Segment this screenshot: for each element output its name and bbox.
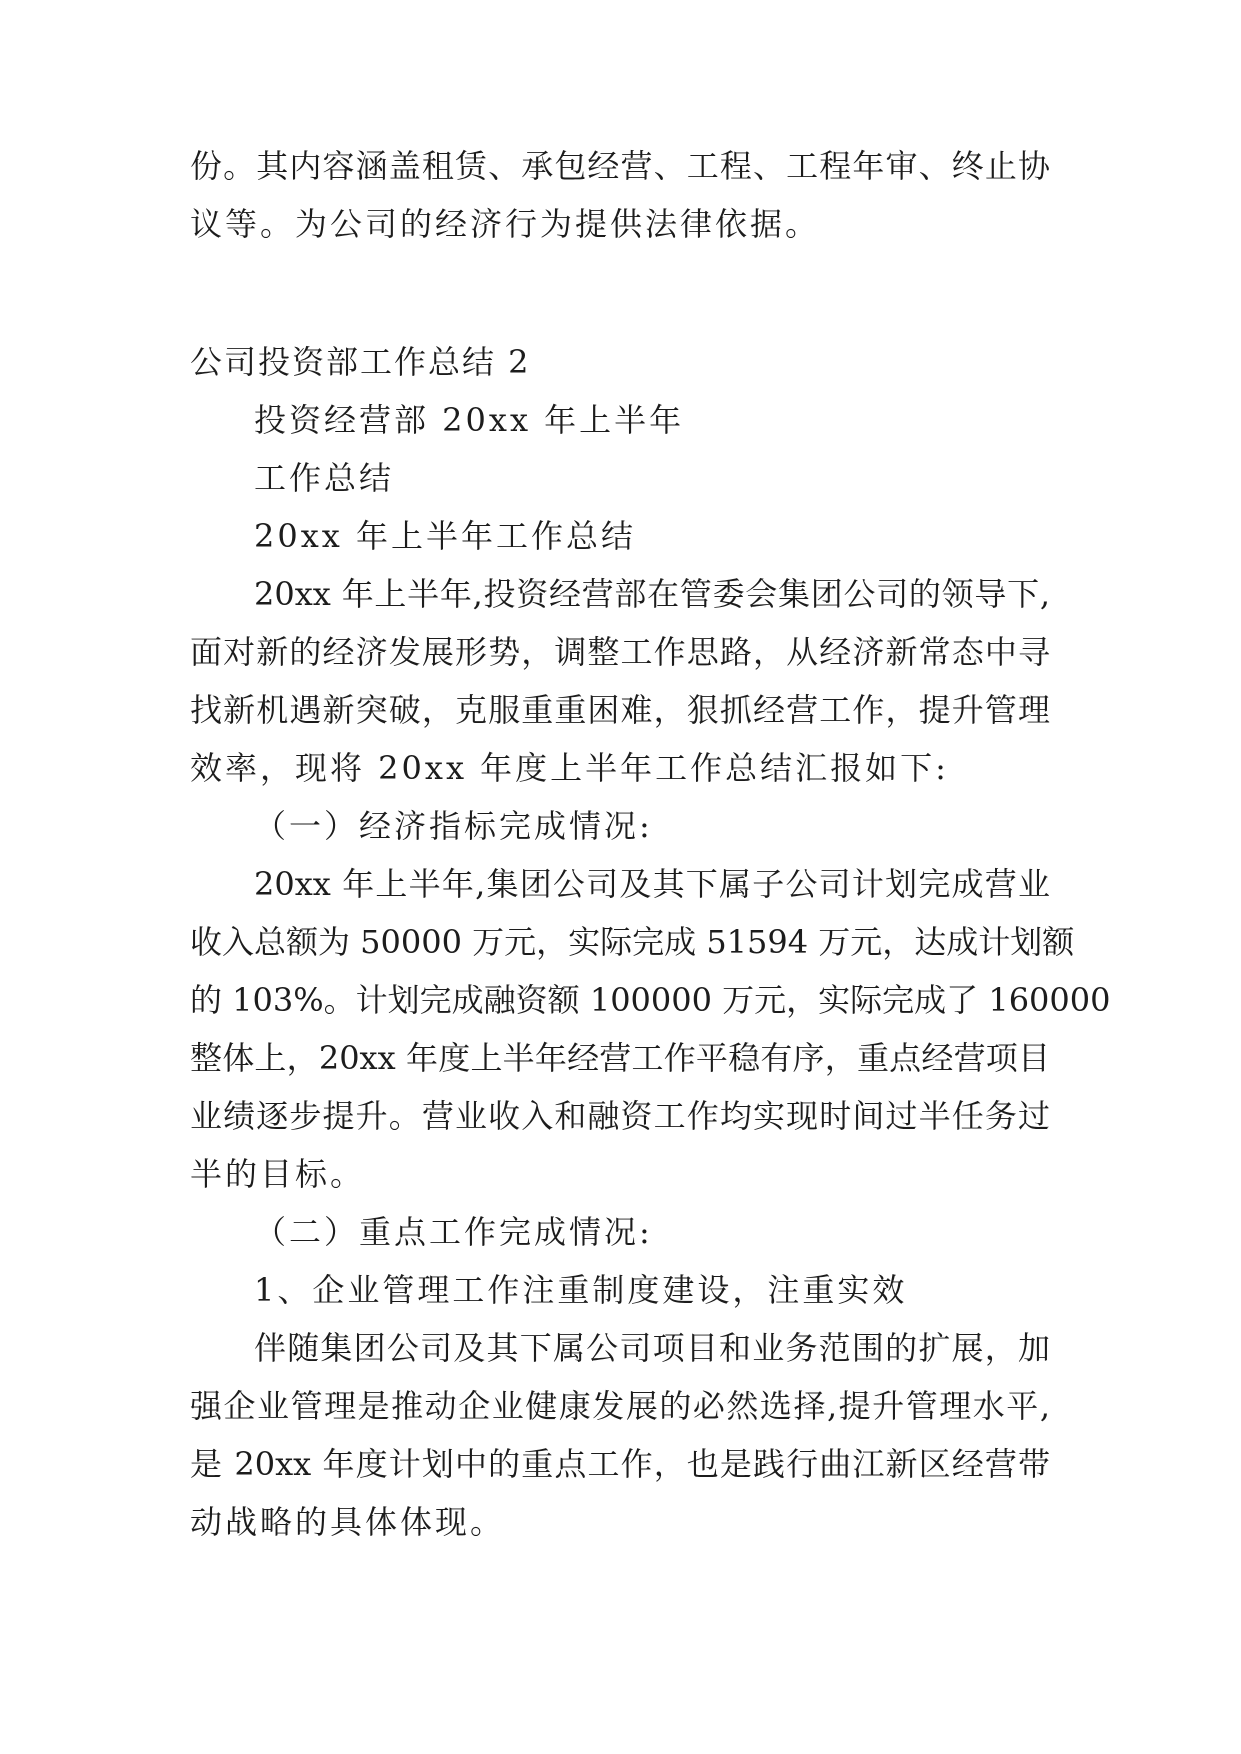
- text-line: 份。其内容涵盖租赁、承包经营、工程、工程年审、终止协: [190, 147, 1050, 185]
- report-heading: 20xx 年上半年工作总结: [254, 517, 636, 555]
- report-subtitle: 工作总结: [254, 459, 395, 497]
- subsection-heading: （一）经济指标完成情况:: [254, 807, 653, 845]
- text-line: 整体上，20xx 年度上半年经营工作平稳有序，重点经营项目: [190, 1039, 1050, 1077]
- item-heading: 1、企业管理工作注重制度建设，注重实效: [254, 1271, 908, 1309]
- text-line: 半的目标。: [190, 1155, 366, 1193]
- text-line: 议等。为公司的经济行为提供法律依据。: [190, 205, 821, 243]
- report-title: 投资经营部 20xx 年上半年: [254, 401, 685, 439]
- subsection-heading: （二）重点工作完成情况:: [254, 1213, 653, 1251]
- text-line: 面对新的经济发展形势，调整工作思路，从经济新常态中寻: [190, 633, 1050, 671]
- text-line: 是 20xx 年度计划中的重点工作，也是践行曲江新区经营带: [190, 1445, 1050, 1483]
- text-line: 收入总额为 50000 万元，实际完成 51594 万元，达成计划额: [190, 923, 1075, 961]
- section-heading: 公司投资部工作总结 2: [190, 343, 531, 381]
- text-line: 找新机遇新突破，克服重重困难，狠抓经营工作，提升管理: [190, 691, 1050, 729]
- text-line: 伴随集团公司及其下属公司项目和业务范围的扩展，加: [254, 1329, 1050, 1367]
- text-line: 20xx 年上半年,投资经营部在管委会集团公司的领导下,: [254, 575, 1050, 613]
- text-line: 强企业管理是推动企业健康发展的必然选择,提升管理水平,: [190, 1387, 1050, 1425]
- text-line: 业绩逐步提升。营业收入和融资工作均实现时间过半任务过: [190, 1097, 1050, 1135]
- text-line: 效率，现将 20xx 年度上半年工作总结汇报如下:: [190, 749, 949, 787]
- text-line: 动战略的具体体现。: [190, 1503, 506, 1541]
- text-line: 20xx 年上半年,集团公司及其下属子公司计划完成营业: [254, 865, 1050, 903]
- text-line: 的 103%。计划完成融资额 100000 万元，实际完成了 160000: [190, 981, 1111, 1019]
